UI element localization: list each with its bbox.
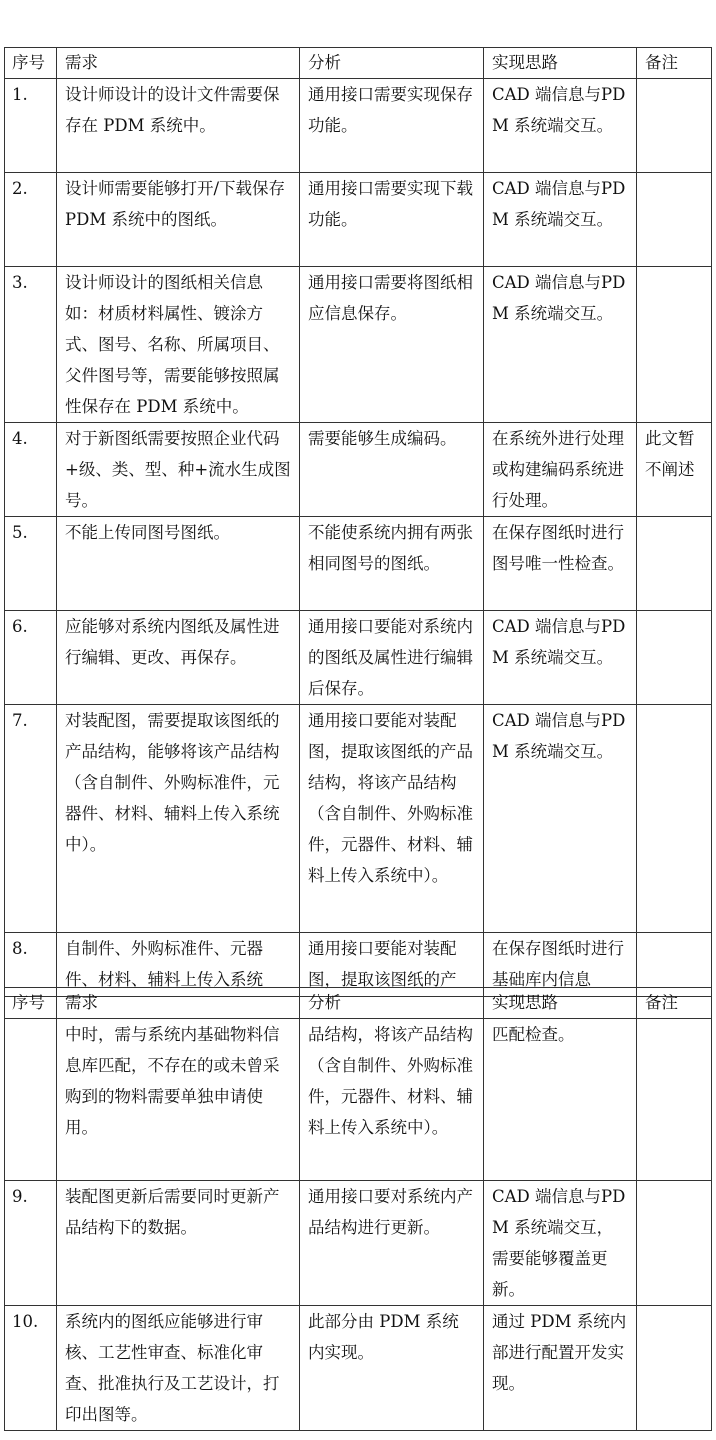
cell-implementation: CAD 端信息与PDM 系统端交互。 (484, 173, 637, 267)
requirements-table-part-2 (4, 987, 712, 1431)
cell-note (637, 1306, 712, 1431)
cell-note (637, 705, 712, 933)
cell-no: 6. (5, 611, 57, 705)
table-row (5, 173, 712, 267)
cell-requirement: 设计师设计的设计文件需要保存在 PDM 系统中。 (57, 79, 300, 173)
header-analysis: 分析 (300, 48, 484, 79)
cell-no: 1. (5, 79, 57, 173)
cell-requirement: 对于新图纸需要按照企业代码+级、类、型、种+流水生成图号。 (57, 423, 300, 517)
table-row (5, 423, 712, 517)
table-row (5, 1181, 712, 1306)
cell-implementation: CAD 端信息与PDM 系统端交互，需要能够覆盖更新。 (484, 1181, 637, 1306)
cell-analysis: 通用接口要能对装配图，提取该图纸的产 (300, 933, 484, 997)
cell-requirement: 设计师设计的图纸相关信息如：材质材料属性、镀涂方式、图号、名称、所属项目、父件图号等，需要能够按照属性保存在 PDM 系统中。 (57, 267, 300, 423)
header-row (5, 48, 712, 79)
cell-analysis: 通用接口需要实现保存功能。 (300, 79, 484, 173)
header-requirement: 需求 (57, 48, 300, 79)
cell-analysis: 通用接口要能对系统内的图纸及属性进行编辑后保存。 (300, 611, 484, 705)
cell-no: 7. (5, 705, 57, 933)
cell-requirement: 不能上传同图号图纸。 (57, 517, 300, 611)
table-row (5, 611, 712, 705)
cell-requirement: 应能够对系统内图纸及属性进行编辑、更改、再保存。 (57, 611, 300, 705)
cell-no: 9. (5, 1181, 57, 1306)
table-row (5, 1306, 712, 1431)
cell-requirement: 装配图更新后需要同时更新产品结构下的数据。 (57, 1181, 300, 1306)
cell-requirement: 系统内的图纸应能够进行审核、工艺性审查、标准化审查、批准执行及工艺设计，打印出图等。 (57, 1306, 300, 1431)
header-analysis: 分析 (300, 988, 484, 1019)
requirements-table-part-1 (4, 47, 712, 997)
cell-implementation: CAD 端信息与PDM 系统端交互。 (484, 79, 637, 173)
cell-no: 5. (5, 517, 57, 611)
cell-implementation: CAD 端信息与PDM 系统端交互。 (484, 705, 637, 933)
table-row (5, 705, 712, 933)
cell-no: 8. (5, 933, 57, 997)
header-note: 备注 (637, 988, 712, 1019)
header-implementation: 实现思路 (484, 48, 637, 79)
cell-no: 4. (5, 423, 57, 517)
cell-no: 2. (5, 173, 57, 267)
cell-implementation: 在保存图纸时进行基础库内信息 (484, 933, 637, 997)
cell-implementation: CAD 端信息与PDM 系统端交互。 (484, 611, 637, 705)
cell-no: 10. (5, 1306, 57, 1431)
table-row (5, 267, 712, 423)
cell-note (637, 173, 712, 267)
header-requirement: 需求 (57, 988, 300, 1019)
cell-analysis: 通用接口要对系统内产品结构进行更新。 (300, 1181, 484, 1306)
cell-analysis: 通用接口需要实现下载功能。 (300, 173, 484, 267)
cell-requirement: 对装配图，需要提取该图纸的产品结构，能够将该产品结构（含自制件、外购标准件，元器件、材料、辅料上传入系统中）。 (57, 705, 300, 933)
header-row (5, 988, 712, 1019)
cell-analysis: 品结构，将该产品结构（含自制件、外购标准件，元器件、材料、辅料上传入系统中）。 (300, 1019, 484, 1181)
cell-requirement: 自制件、外购标准件、元器件、材料、辅料上传入系统 (57, 933, 300, 997)
cell-implementation: CAD 端信息与PDM 系统端交互。 (484, 267, 637, 423)
cell-note: 此文暂不阐述 (637, 423, 712, 517)
cell-implementation: 在保存图纸时进行图号唯一性检查。 (484, 517, 637, 611)
cell-requirement: 中时，需与系统内基础物料信息库匹配，不存在的或未曾采购到的物料需要单独申请使用。 (57, 1019, 300, 1181)
cell-note (637, 517, 712, 611)
table-row (5, 1019, 712, 1181)
cell-implementation: 通过 PDM 系统内部进行配置开发实现。 (484, 1306, 637, 1431)
header-no: 序号 (5, 48, 57, 79)
table-row (5, 79, 712, 173)
header-note: 备注 (637, 48, 712, 79)
cell-analysis: 需要能够生成编码。 (300, 423, 484, 517)
header-implementation: 实现思路 (484, 988, 637, 1019)
cell-no: 3. (5, 267, 57, 423)
cell-note (637, 79, 712, 173)
table-row (5, 517, 712, 611)
cell-requirement: 设计师需要能够打开/下载保存 PDM 系统中的图纸。 (57, 173, 300, 267)
cell-implementation: 在系统外进行处理或构建编码系统进行处理。 (484, 423, 637, 517)
cell-no (5, 1019, 57, 1181)
cell-note (637, 1181, 712, 1306)
cell-analysis: 此部分由 PDM 系统内实现。 (300, 1306, 484, 1431)
cell-note (637, 1019, 712, 1181)
cell-analysis: 通用接口要能对装配图，提取该图纸的产品结构，将该产品结构（含自制件、外购标准件，元器件、材料、辅料上传入系统中）。 (300, 705, 484, 933)
cell-note (637, 611, 712, 705)
header-no: 序号 (5, 988, 57, 1019)
cell-analysis: 通用接口需要将图纸相应信息保存。 (300, 267, 484, 423)
cell-implementation: 匹配检查。 (484, 1019, 637, 1181)
cell-analysis: 不能使系统内拥有两张相同图号的图纸。 (300, 517, 484, 611)
cell-note (637, 267, 712, 423)
